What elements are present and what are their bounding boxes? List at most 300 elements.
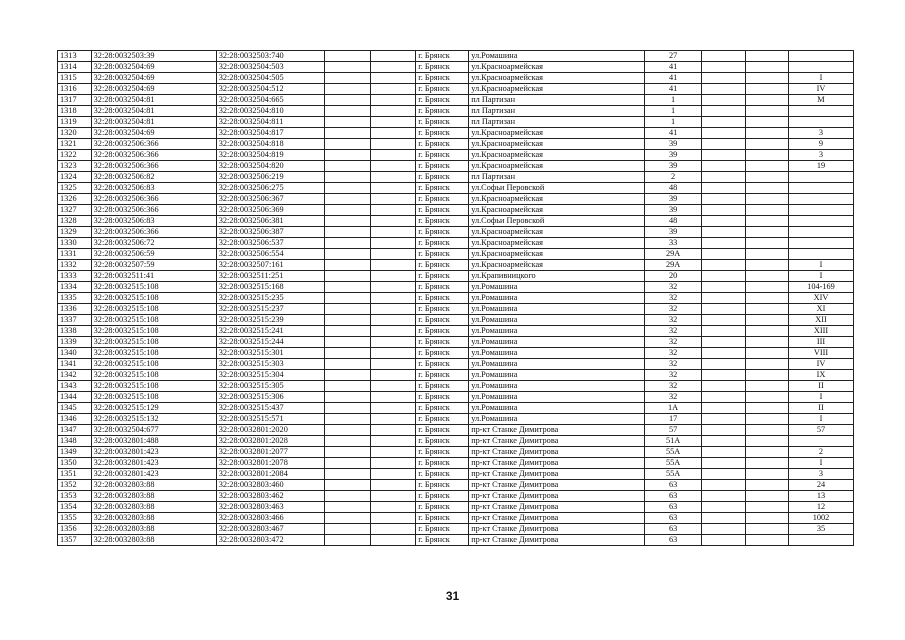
street-cell: ул.Красноармейская	[469, 238, 645, 249]
row-number-cell: 1324	[58, 172, 92, 183]
empty-cell-cell	[702, 249, 745, 260]
table-row	[58, 436, 854, 447]
apartment-number-cell: IV	[789, 359, 854, 370]
empty-cell-cell	[324, 403, 370, 414]
table-row	[58, 161, 854, 172]
city-cell: г. Брянск	[416, 150, 469, 161]
row-number-cell: 1343	[58, 381, 92, 392]
land-cadastral-number-cell: 32:28:0032515:108	[91, 370, 216, 381]
empty-cell-cell	[745, 271, 788, 282]
empty-cell-cell	[370, 216, 416, 227]
empty-cell-cell	[702, 513, 745, 524]
city-cell: г. Брянск	[416, 502, 469, 513]
table-row	[58, 392, 854, 403]
row-number-cell: 1353	[58, 491, 92, 502]
object-cadastral-number-cell: 32:28:0032515:304	[216, 370, 324, 381]
land-cadastral-number-cell: 32:28:0032803:88	[91, 491, 216, 502]
city-cell: г. Брянск	[416, 183, 469, 194]
street-cell: ул.Ромашина	[469, 282, 645, 293]
city-cell: г. Брянск	[416, 84, 469, 95]
empty-cell-cell	[702, 304, 745, 315]
land-cadastral-number-cell: 32:28:0032801:488	[91, 436, 216, 447]
empty-cell-cell	[324, 117, 370, 128]
empty-cell-cell	[702, 216, 745, 227]
street-cell: ул.Красноармейская	[469, 205, 645, 216]
table-row	[58, 304, 854, 315]
object-cadastral-number-cell: 32:28:0032515:237	[216, 304, 324, 315]
empty-cell-cell	[370, 524, 416, 535]
empty-cell-cell	[702, 139, 745, 150]
empty-cell-cell	[702, 62, 745, 73]
empty-cell-cell	[745, 337, 788, 348]
object-cadastral-number-cell: 32:28:0032515:305	[216, 381, 324, 392]
house-number-cell: 32	[644, 293, 702, 304]
empty-cell-cell	[745, 491, 788, 502]
land-cadastral-number-cell: 32:28:0032515:108	[91, 304, 216, 315]
empty-cell-cell	[702, 150, 745, 161]
row-number-cell: 1321	[58, 139, 92, 150]
land-cadastral-number-cell: 32:28:0032504:81	[91, 106, 216, 117]
land-cadastral-number-cell: 32:28:0032803:88	[91, 524, 216, 535]
street-cell: пл Партизан	[469, 117, 645, 128]
empty-cell-cell	[745, 95, 788, 106]
apartment-number-cell	[789, 194, 854, 205]
empty-cell-cell	[702, 392, 745, 403]
land-cadastral-number-cell: 32:28:0032506:59	[91, 249, 216, 260]
city-cell: г. Брянск	[416, 95, 469, 106]
land-cadastral-number-cell: 32:28:0032515:108	[91, 359, 216, 370]
city-cell: г. Брянск	[416, 414, 469, 425]
page-number: 31	[445, 589, 460, 603]
empty-cell-cell	[745, 282, 788, 293]
street-cell: пр-кт Станке Димитрова	[469, 491, 645, 502]
empty-cell-cell	[324, 348, 370, 359]
city-cell: г. Брянск	[416, 392, 469, 403]
city-cell: г. Брянск	[416, 117, 469, 128]
row-number-cell: 1318	[58, 106, 92, 117]
table-row	[58, 502, 854, 513]
row-number-cell: 1334	[58, 282, 92, 293]
land-cadastral-number-cell: 32:28:0032504:69	[91, 73, 216, 84]
city-cell: г. Брянск	[416, 348, 469, 359]
empty-cell-cell	[324, 183, 370, 194]
empty-cell-cell	[745, 293, 788, 304]
land-cadastral-number-cell: 32:28:0032507:59	[91, 260, 216, 271]
street-cell: ул.Красноармейская	[469, 249, 645, 260]
table-row	[58, 469, 854, 480]
object-cadastral-number-cell: 32:28:0032506:369	[216, 205, 324, 216]
object-cadastral-number-cell: 32:28:0032506:367	[216, 194, 324, 205]
apartment-number-cell	[789, 106, 854, 117]
empty-cell-cell	[370, 392, 416, 403]
street-cell: ул.Софьи Перовской	[469, 183, 645, 194]
row-number-cell: 1352	[58, 480, 92, 491]
table-row	[58, 282, 854, 293]
house-number-cell: 57	[644, 425, 702, 436]
empty-cell-cell	[370, 293, 416, 304]
city-cell: г. Брянск	[416, 337, 469, 348]
house-number-cell: 20	[644, 271, 702, 282]
row-number-cell: 1354	[58, 502, 92, 513]
apartment-number-cell: I	[789, 392, 854, 403]
empty-cell-cell	[745, 128, 788, 139]
empty-cell-cell	[324, 172, 370, 183]
empty-cell-cell	[324, 238, 370, 249]
empty-cell-cell	[745, 73, 788, 84]
empty-cell-cell	[370, 150, 416, 161]
house-number-cell: 48	[644, 183, 702, 194]
apartment-number-cell: 35	[789, 524, 854, 535]
house-number-cell: 39	[644, 205, 702, 216]
row-number-cell: 1326	[58, 194, 92, 205]
apartment-number-cell	[789, 172, 854, 183]
row-number-cell: 1328	[58, 216, 92, 227]
row-number-cell: 1319	[58, 117, 92, 128]
street-cell: ул.Ромашина	[469, 293, 645, 304]
row-number-cell: 1333	[58, 271, 92, 282]
table-row	[58, 205, 854, 216]
empty-cell-cell	[370, 425, 416, 436]
empty-cell-cell	[370, 337, 416, 348]
row-number-cell: 1357	[58, 535, 92, 546]
empty-cell-cell	[745, 326, 788, 337]
house-number-cell: 32	[644, 304, 702, 315]
table-row	[58, 117, 854, 128]
object-cadastral-number-cell: 32:28:0032504:665	[216, 95, 324, 106]
house-number-cell: 63	[644, 535, 702, 546]
house-number-cell: 17	[644, 414, 702, 425]
street-cell: пл Партизан	[469, 172, 645, 183]
empty-cell-cell	[745, 161, 788, 172]
city-cell: г. Брянск	[416, 524, 469, 535]
empty-cell-cell	[702, 403, 745, 414]
house-number-cell: 1	[644, 106, 702, 117]
object-cadastral-number-cell: 32:28:0032506:381	[216, 216, 324, 227]
apartment-number-cell	[789, 216, 854, 227]
street-cell: ул.Красноармейская	[469, 260, 645, 271]
object-cadastral-number-cell: 32:28:0032515:303	[216, 359, 324, 370]
empty-cell-cell	[370, 95, 416, 106]
row-number-cell: 1314	[58, 62, 92, 73]
empty-cell-cell	[370, 205, 416, 216]
city-cell: г. Брянск	[416, 447, 469, 458]
city-cell: г. Брянск	[416, 293, 469, 304]
empty-cell-cell	[702, 172, 745, 183]
empty-cell-cell	[702, 293, 745, 304]
empty-cell-cell	[702, 315, 745, 326]
row-number-cell: 1341	[58, 359, 92, 370]
empty-cell-cell	[702, 326, 745, 337]
land-cadastral-number-cell: 32:28:0032515:108	[91, 392, 216, 403]
street-cell: пр-кт Станке Димитрова	[469, 469, 645, 480]
table-row	[58, 128, 854, 139]
table-row	[58, 194, 854, 205]
empty-cell-cell	[745, 348, 788, 359]
empty-cell-cell	[324, 249, 370, 260]
apartment-number-cell	[789, 183, 854, 194]
empty-cell-cell	[370, 238, 416, 249]
city-cell: г. Брянск	[416, 315, 469, 326]
house-number-cell: 1	[644, 117, 702, 128]
table-row	[58, 62, 854, 73]
empty-cell-cell	[324, 227, 370, 238]
house-number-cell: 55А	[644, 447, 702, 458]
empty-cell-cell	[370, 194, 416, 205]
house-number-cell: 41	[644, 62, 702, 73]
empty-cell-cell	[370, 172, 416, 183]
city-cell: г. Брянск	[416, 469, 469, 480]
city-cell: г. Брянск	[416, 62, 469, 73]
table-row	[58, 535, 854, 546]
street-cell: пр-кт Станке Димитрова	[469, 480, 645, 491]
empty-cell-cell	[702, 260, 745, 271]
empty-cell-cell	[702, 414, 745, 425]
table-row	[58, 370, 854, 381]
row-number-cell: 1348	[58, 436, 92, 447]
empty-cell-cell	[370, 117, 416, 128]
empty-cell-cell	[702, 524, 745, 535]
empty-cell-cell	[745, 304, 788, 315]
house-number-cell: 39	[644, 139, 702, 150]
table-row	[58, 381, 854, 392]
house-number-cell: 29А	[644, 260, 702, 271]
apartment-number-cell: IX	[789, 370, 854, 381]
empty-cell-cell	[745, 524, 788, 535]
street-cell: ул.Ромашина	[469, 348, 645, 359]
empty-cell-cell	[324, 216, 370, 227]
empty-cell-cell	[702, 84, 745, 95]
house-number-cell: 55А	[644, 469, 702, 480]
city-cell: г. Брянск	[416, 216, 469, 227]
apartment-number-cell: II	[789, 403, 854, 414]
empty-cell-cell	[370, 403, 416, 414]
empty-cell-cell	[324, 392, 370, 403]
city-cell: г. Брянск	[416, 106, 469, 117]
empty-cell-cell	[324, 128, 370, 139]
empty-cell-cell	[324, 469, 370, 480]
street-cell: пр-кт Станке Димитрова	[469, 458, 645, 469]
row-number-cell: 1327	[58, 205, 92, 216]
object-cadastral-number-cell: 32:28:0032803:472	[216, 535, 324, 546]
row-number-cell: 1346	[58, 414, 92, 425]
house-number-cell: 39	[644, 227, 702, 238]
apartment-number-cell: XI	[789, 304, 854, 315]
apartment-number-cell	[789, 436, 854, 447]
city-cell: г. Брянск	[416, 194, 469, 205]
object-cadastral-number-cell: 32:28:0032801:2084	[216, 469, 324, 480]
empty-cell-cell	[702, 194, 745, 205]
empty-cell-cell	[702, 458, 745, 469]
apartment-number-cell: 3	[789, 128, 854, 139]
empty-cell-cell	[745, 513, 788, 524]
city-cell: г. Брянск	[416, 139, 469, 150]
row-number-cell: 1338	[58, 326, 92, 337]
empty-cell-cell	[702, 227, 745, 238]
empty-cell-cell	[745, 359, 788, 370]
object-cadastral-number-cell: 32:28:0032515:241	[216, 326, 324, 337]
row-number-cell: 1355	[58, 513, 92, 524]
street-cell: пр-кт Станке Димитрова	[469, 524, 645, 535]
street-cell: ул.Красноармейская	[469, 161, 645, 172]
empty-cell-cell	[370, 227, 416, 238]
empty-cell-cell	[324, 260, 370, 271]
row-number-cell: 1313	[58, 51, 92, 62]
row-number-cell: 1320	[58, 128, 92, 139]
empty-cell-cell	[370, 447, 416, 458]
empty-cell-cell	[370, 51, 416, 62]
city-cell: г. Брянск	[416, 205, 469, 216]
empty-cell-cell	[745, 480, 788, 491]
empty-cell-cell	[370, 84, 416, 95]
empty-cell-cell	[324, 282, 370, 293]
empty-cell-cell	[702, 95, 745, 106]
apartment-number-cell: XIII	[789, 326, 854, 337]
empty-cell-cell	[324, 359, 370, 370]
object-cadastral-number-cell: 32:28:0032515:235	[216, 293, 324, 304]
city-cell: г. Брянск	[416, 381, 469, 392]
apartment-number-cell	[789, 227, 854, 238]
street-cell: пр-кт Станке Димитрова	[469, 502, 645, 513]
land-cadastral-number-cell: 32:28:0032506:366	[91, 150, 216, 161]
apartment-number-cell: III	[789, 337, 854, 348]
city-cell: г. Брянск	[416, 161, 469, 172]
street-cell: ул.Красноармейская	[469, 150, 645, 161]
empty-cell-cell	[370, 139, 416, 150]
empty-cell-cell	[324, 414, 370, 425]
empty-cell-cell	[370, 348, 416, 359]
city-cell: г. Брянск	[416, 238, 469, 249]
table-row	[58, 513, 854, 524]
house-number-cell: 39	[644, 150, 702, 161]
empty-cell-cell	[702, 447, 745, 458]
empty-cell-cell	[745, 106, 788, 117]
empty-cell-cell	[324, 150, 370, 161]
empty-cell-cell	[745, 227, 788, 238]
land-cadastral-number-cell: 32:28:0032803:88	[91, 535, 216, 546]
house-number-cell: 29А	[644, 249, 702, 260]
empty-cell-cell	[370, 183, 416, 194]
street-cell: пр-кт Станке Димитрова	[469, 425, 645, 436]
land-cadastral-number-cell: 32:28:0032506:366	[91, 194, 216, 205]
empty-cell-cell	[702, 535, 745, 546]
table-row	[58, 51, 854, 62]
street-cell: ул.Ромашина	[469, 370, 645, 381]
empty-cell-cell	[324, 436, 370, 447]
street-cell: ул.Красноармейская	[469, 128, 645, 139]
empty-cell-cell	[745, 183, 788, 194]
row-number-cell: 1322	[58, 150, 92, 161]
empty-cell-cell	[702, 106, 745, 117]
object-cadastral-number-cell: 32:28:0032504:819	[216, 150, 324, 161]
street-cell: пр-кт Станке Димитрова	[469, 447, 645, 458]
city-cell: г. Брянск	[416, 403, 469, 414]
apartment-number-cell: 1002	[789, 513, 854, 524]
object-cadastral-number-cell: 32:28:0032515:437	[216, 403, 324, 414]
empty-cell-cell	[702, 238, 745, 249]
street-cell: пл Партизан	[469, 95, 645, 106]
house-number-cell: 33	[644, 238, 702, 249]
empty-cell-cell	[745, 458, 788, 469]
object-cadastral-number-cell: 32:28:0032506:275	[216, 183, 324, 194]
empty-cell-cell	[370, 106, 416, 117]
apartment-number-cell: 19	[789, 161, 854, 172]
table-row	[58, 106, 854, 117]
apartment-number-cell	[789, 117, 854, 128]
empty-cell-cell	[745, 84, 788, 95]
empty-cell-cell	[370, 282, 416, 293]
empty-cell-cell	[702, 337, 745, 348]
object-cadastral-number-cell: 32:28:0032504:820	[216, 161, 324, 172]
house-number-cell: 2	[644, 172, 702, 183]
row-number-cell: 1347	[58, 425, 92, 436]
house-number-cell: 63	[644, 502, 702, 513]
land-cadastral-number-cell: 32:28:0032511:41	[91, 271, 216, 282]
street-cell: ул.Ромашина	[469, 414, 645, 425]
apartment-number-cell	[789, 205, 854, 216]
empty-cell-cell	[370, 458, 416, 469]
apartment-number-cell	[789, 535, 854, 546]
row-number-cell: 1315	[58, 73, 92, 84]
table-row	[58, 491, 854, 502]
object-cadastral-number-cell: 32:28:0032504:810	[216, 106, 324, 117]
empty-cell-cell	[745, 249, 788, 260]
empty-cell-cell	[745, 238, 788, 249]
city-cell: г. Брянск	[416, 491, 469, 502]
land-cadastral-number-cell: 32:28:0032515:129	[91, 403, 216, 414]
empty-cell-cell	[370, 161, 416, 172]
city-cell: г. Брянск	[416, 227, 469, 238]
empty-cell-cell	[324, 502, 370, 513]
empty-cell-cell	[370, 260, 416, 271]
land-cadastral-number-cell: 32:28:0032504:81	[91, 95, 216, 106]
object-cadastral-number-cell: 32:28:0032801:2028	[216, 436, 324, 447]
empty-cell-cell	[745, 425, 788, 436]
house-number-cell: 32	[644, 370, 702, 381]
table-row	[58, 326, 854, 337]
row-number-cell: 1325	[58, 183, 92, 194]
empty-cell-cell	[370, 491, 416, 502]
empty-cell-cell	[745, 436, 788, 447]
empty-cell-cell	[702, 282, 745, 293]
street-cell: ул.Красноармейская	[469, 139, 645, 150]
empty-cell-cell	[324, 161, 370, 172]
table-row	[58, 227, 854, 238]
object-cadastral-number-cell: 32:28:0032506:387	[216, 227, 324, 238]
empty-cell-cell	[702, 348, 745, 359]
table-row	[58, 73, 854, 84]
city-cell: г. Брянск	[416, 128, 469, 139]
empty-cell-cell	[324, 425, 370, 436]
table-row	[58, 216, 854, 227]
city-cell: г. Брянск	[416, 535, 469, 546]
empty-cell-cell	[370, 271, 416, 282]
object-cadastral-number-cell: 32:28:0032506:554	[216, 249, 324, 260]
land-cadastral-number-cell: 32:28:0032506:82	[91, 172, 216, 183]
house-number-cell: 32	[644, 282, 702, 293]
land-cadastral-number-cell: 32:28:0032504:677	[91, 425, 216, 436]
empty-cell-cell	[702, 502, 745, 513]
empty-cell-cell	[702, 117, 745, 128]
empty-cell-cell	[324, 524, 370, 535]
empty-cell-cell	[324, 458, 370, 469]
empty-cell-cell	[702, 436, 745, 447]
table-row	[58, 315, 854, 326]
apartment-number-cell: 3	[789, 469, 854, 480]
street-cell: пр-кт Станке Димитрова	[469, 436, 645, 447]
empty-cell-cell	[745, 414, 788, 425]
object-cadastral-number-cell: 32:28:0032515:301	[216, 348, 324, 359]
object-cadastral-number-cell: 32:28:0032515:239	[216, 315, 324, 326]
